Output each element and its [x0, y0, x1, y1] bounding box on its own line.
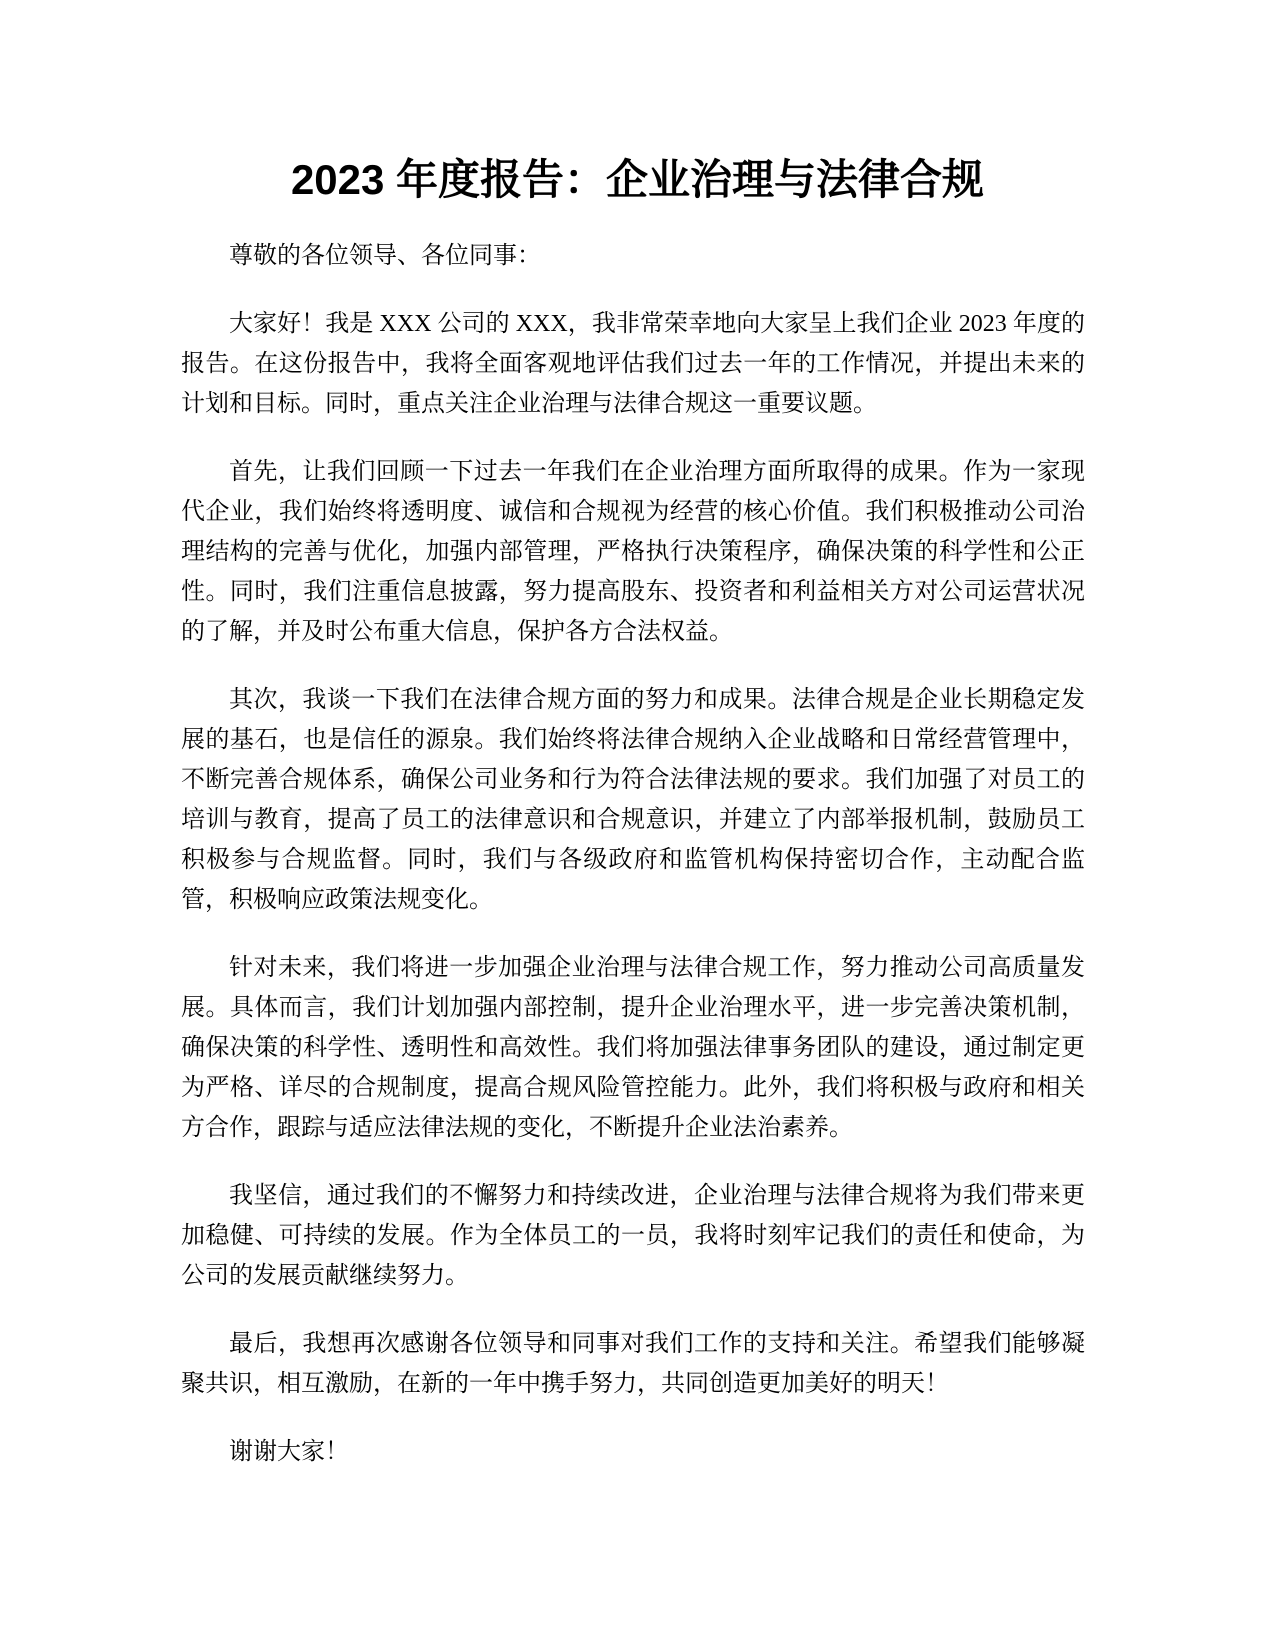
governance-paragraph: 首先，让我们回顾一下过去一年我们在企业治理方面所取得的成果。作为一家现代企业，我们始终将透明度、诚信和合规视为经营的核心价值。我们积极推动公司治理结构的完善与优化，加强内部管理，严格执行决策程序，确保决策的科学性和公正性。同时，我们注重信息披露，努力提高股东、投资者和利益相关方对公司运营状况的了解，并及时公布重大信息，保护各方合法权益。 [181, 459, 1085, 645]
belief-paragraph: 我坚信，通过我们的不懈努力和持续改进，企业治理与法律合规将为我们带来更加稳健、可持续的发展。作为全体员工的一员，我将时刻牢记我们的责任和使命，为公司的发展贡献继续努力。 [181, 1183, 1085, 1289]
thanks-paragraph: 谢谢大家！ [229, 1439, 349, 1465]
closing-paragraph: 最后，我想再次感谢各位领导和同事对我们工作的支持和关注。希望我们能够凝聚共识，相互激励，在新的一年中携手努力，共同创造更加美好的明天！ [181, 1331, 1085, 1397]
document-body [181, 236, 1085, 1500]
future-plan-paragraph: 针对未来，我们将进一步加强企业治理与法律合规工作，努力推动公司高质量发展。具体而言，我们计划加强内部控制，提升企业治理水平，进一步完善决策机制，确保决策的科学性、透明性和高效性。我们将加强法律事务团队的建设，通过制定更为严格、详尽的合规制度，提高合规风险管控能力。此外，我们将积极与政府和相关方合作，跟踪与适应法律法规的变化，不断提升企业法治素养。 [181, 955, 1085, 1141]
salutation-paragraph: 尊敬的各位领导、各位同事： [229, 243, 541, 269]
document-title: 2023 年度报告：企业治理与法律合规 [290, 156, 985, 203]
compliance-paragraph: 其次，我谈一下我们在法律合规方面的努力和成果。法律合规是企业长期稳定发展的基石，也是信任的源泉。我们始终将法律合规纳入企业战略和日常经营管理中，不断完善合规体系，确保公司业务和行为符合法律法规的要求。我们加强了对员工的培训与教育，提高了员工的法律意识和合规意识，并建立了内部举报机制，鼓励员工积极参与合规监督。同时，我们与各级政府和监管机构保持密切合作，主动配合监管，积极响应政策法规变化。 [181, 687, 1085, 913]
greeting-paragraph: 大家好！我是 XXX 公司的 XXX，我非常荣幸地向大家呈上我们企业 2023 年度的报告。在这份报告中，我将全面客观地评估我们过去一年的工作情况，并提出未来的计划和目标。同时，重点关注企业治理与法律合规这一重要议题。 [181, 311, 1085, 417]
